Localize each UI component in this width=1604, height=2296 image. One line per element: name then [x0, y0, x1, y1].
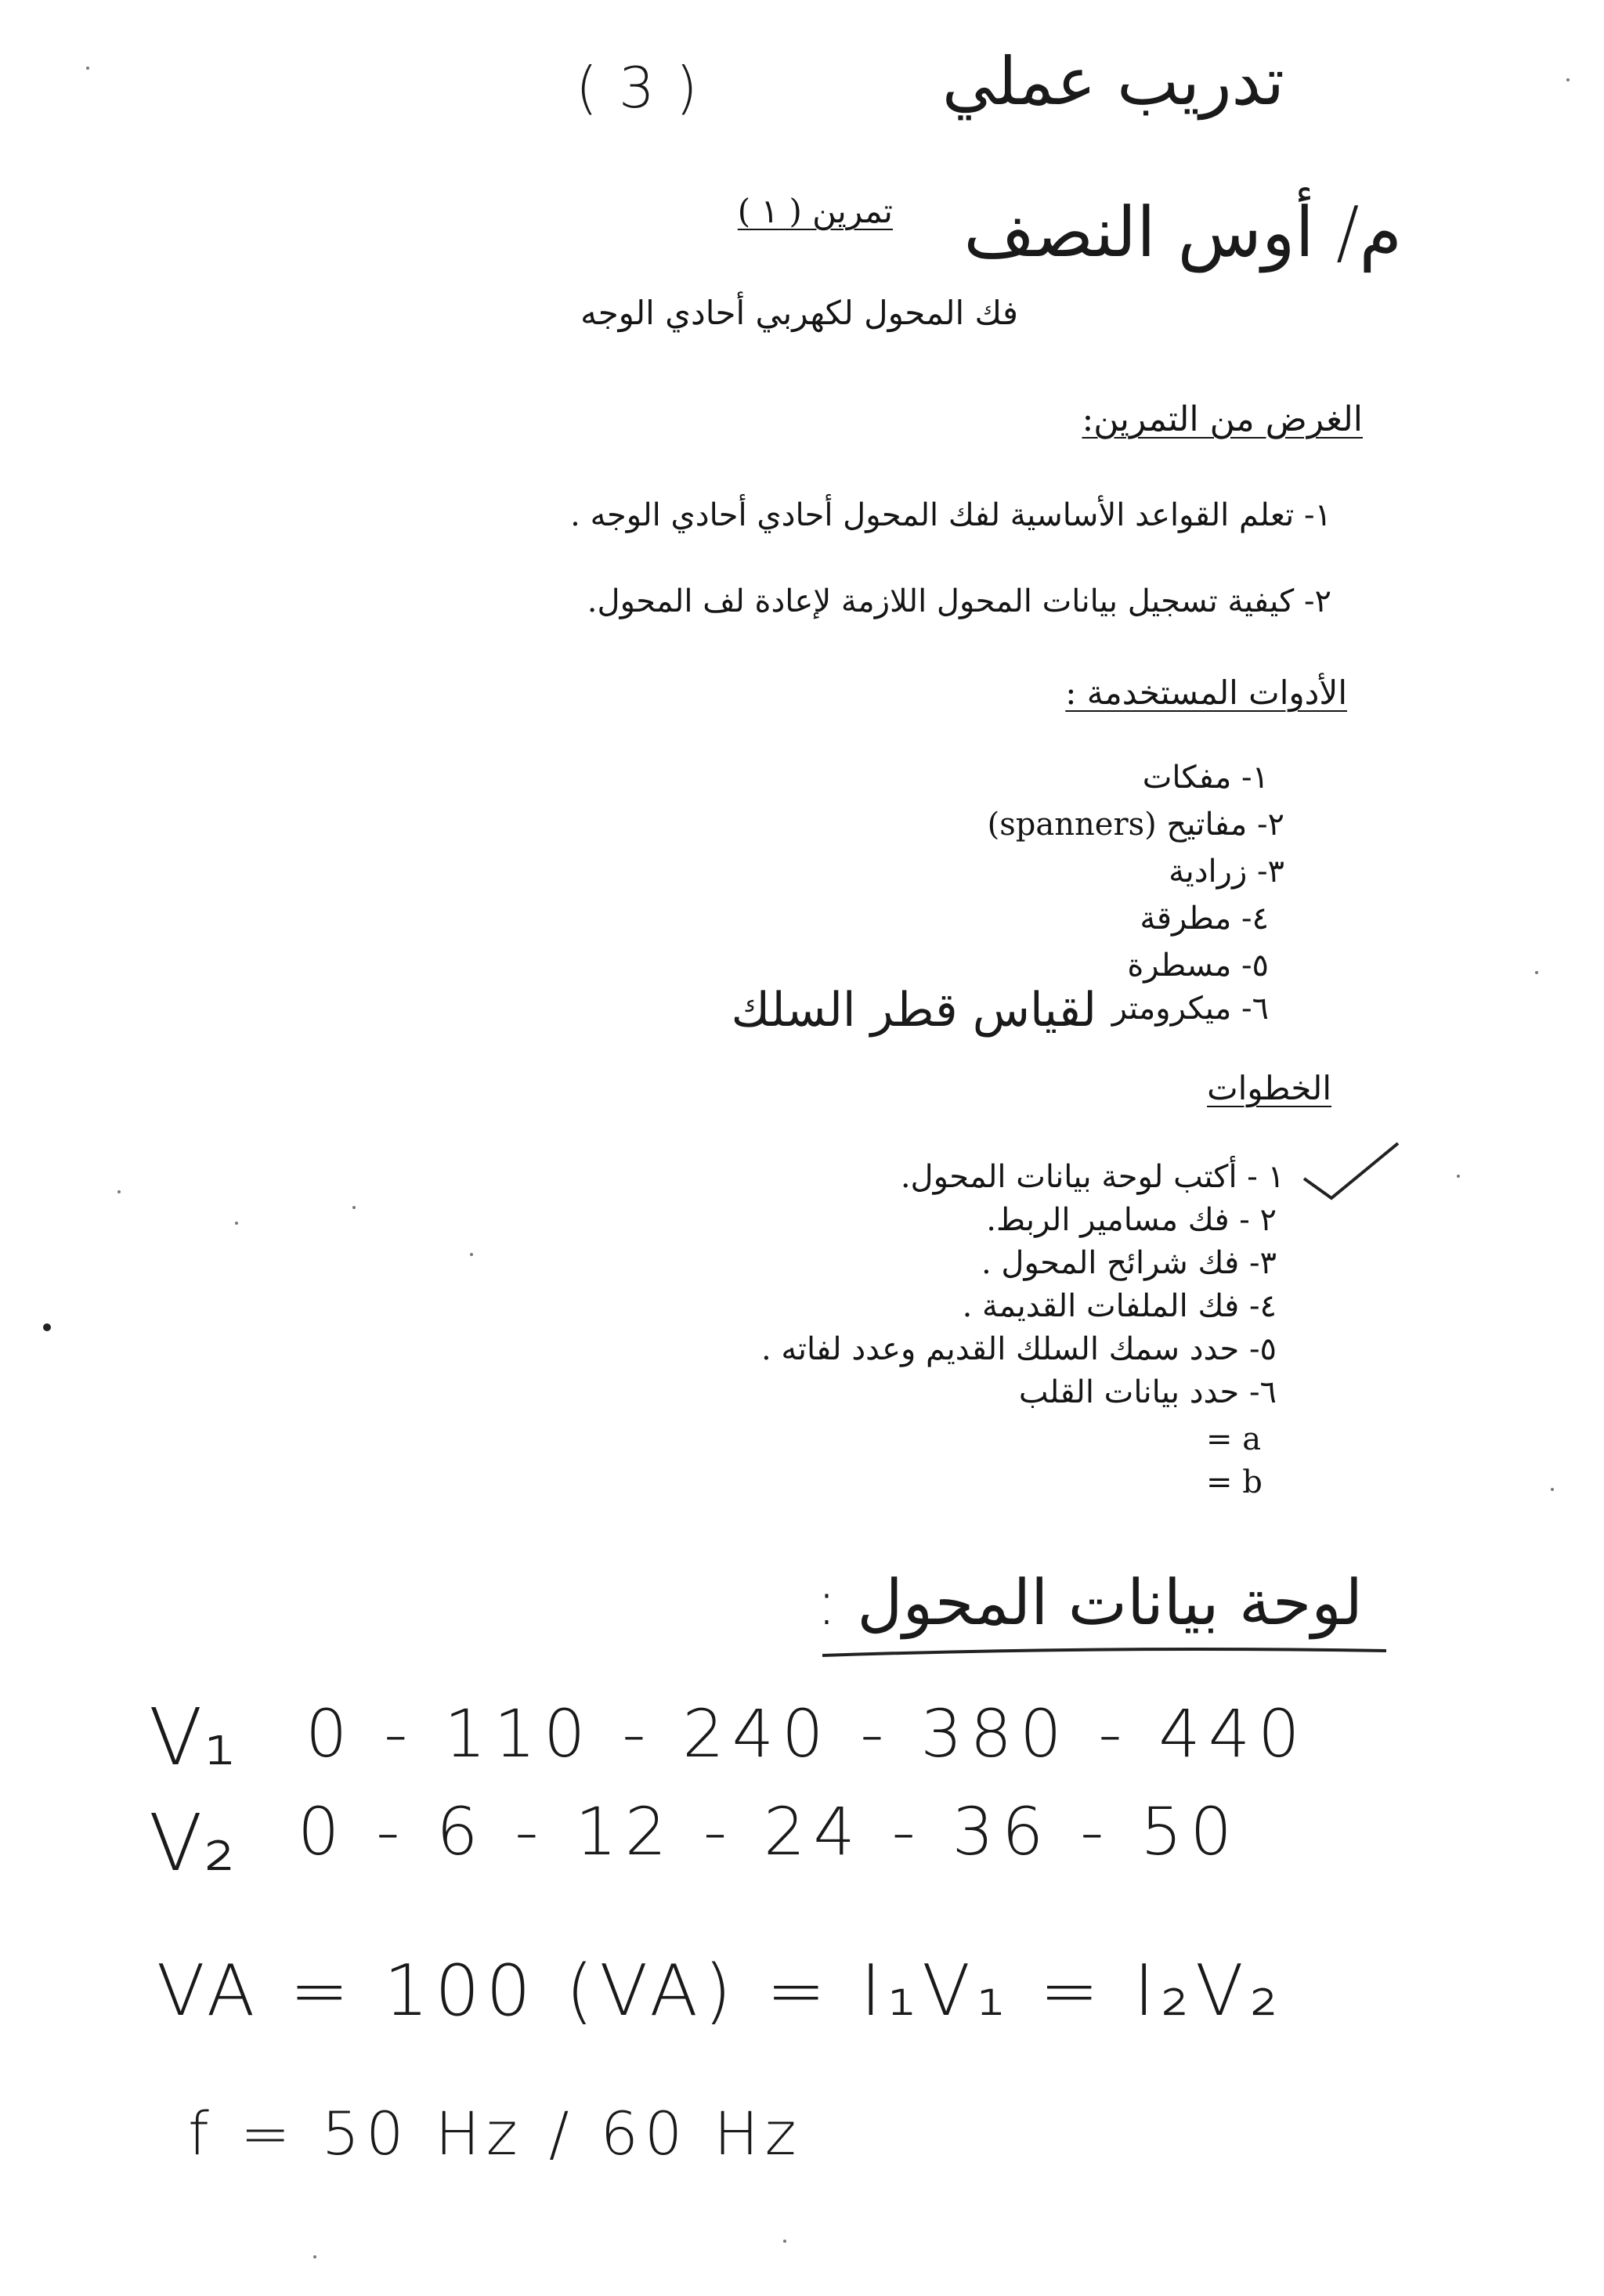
tool-item-1: ١- مفكات — [1142, 760, 1269, 796]
scan-speck — [783, 2240, 786, 2243]
scan-speck — [86, 67, 89, 70]
tool-item-5: ٥- مسطرة — [1127, 948, 1269, 984]
purpose-item-1: ١- تعلم القواعد الأساسية لفك المحول أحادي أحادي الوجه . — [570, 497, 1331, 533]
v1-label: V₁ — [149, 1691, 237, 1783]
step-item-4: ٤- فك الملفات القديمة . — [962, 1288, 1277, 1324]
exercise-subtitle: فك المحول لكهربي أحادي الوجه — [580, 294, 1018, 332]
micrometer-note: لقياس قطر السلك — [731, 983, 1096, 1038]
nameplate-underline — [822, 1644, 1386, 1660]
scan-speck — [470, 1253, 473, 1256]
scan-speck — [1551, 1488, 1554, 1491]
step-item-1: ١ - أكتب لوحة بيانات المحول. — [900, 1159, 1284, 1195]
scan-speck — [1535, 971, 1538, 974]
tool-item-3: ٣- زرادية — [1169, 854, 1284, 890]
nameplate-heading: لوحة بيانات المحول : — [816, 1566, 1363, 1639]
core-b: = b — [1206, 1464, 1263, 1500]
purpose-heading: الغرض من التمرين: — [1082, 399, 1363, 439]
tools-heading: الأدوات المستخدمة : — [1065, 673, 1347, 712]
scan-speck — [43, 1323, 51, 1331]
step-item-5: ٥- حدد سمك السلك القديم وعدد لفاته . — [760, 1331, 1277, 1367]
scan-speck — [1457, 1175, 1460, 1178]
scan-speck — [1566, 78, 1570, 81]
tool-item-4: ٤- مطرقة — [1140, 901, 1269, 937]
checkmark-icon — [1300, 1135, 1402, 1214]
scan-speck — [313, 2255, 316, 2258]
exercise-label: تمرين ( ١ ) — [737, 192, 893, 230]
instructor-name: م/ أوس النصف — [963, 192, 1402, 273]
scan-speck — [352, 1206, 356, 1209]
tool-item-6: ٦- ميكرومتر — [1111, 991, 1269, 1027]
va-line: VA = 100 (VA) = I₁V₁ = I₂V₂ — [157, 1950, 1284, 2032]
v1-values: 0 - 110 - 240 - 380 - 440 — [305, 1695, 1308, 1772]
step-item-2: ٢ - فك مسامير الربط. — [986, 1202, 1277, 1238]
header-number: ( 3 ) — [576, 55, 699, 121]
core-a: = a — [1206, 1421, 1262, 1457]
scan-speck — [117, 1190, 121, 1193]
scan-speck — [235, 1222, 238, 1225]
frequency-line: f = 50 Hz / 60 Hz — [188, 2099, 803, 2168]
purpose-item-2: ٢- كيفية تسجيل بيانات المحول اللازمة لإعادة لف المحول. — [587, 583, 1331, 619]
steps-heading: الخطوات — [1207, 1069, 1331, 1107]
header-title: تدريب عملي — [941, 43, 1284, 120]
step-item-3: ٣- فك شرائح المحول . — [981, 1245, 1277, 1281]
v2-values: 0 - 6 - 12 - 24 - 36 - 50 — [298, 1793, 1240, 1870]
v2-label: V₂ — [149, 1797, 237, 1889]
tool-item-2: ٢- مفاتيح (spanners) — [987, 807, 1284, 843]
step-item-6: ٦- حدد بيانات القلب — [1018, 1374, 1277, 1410]
